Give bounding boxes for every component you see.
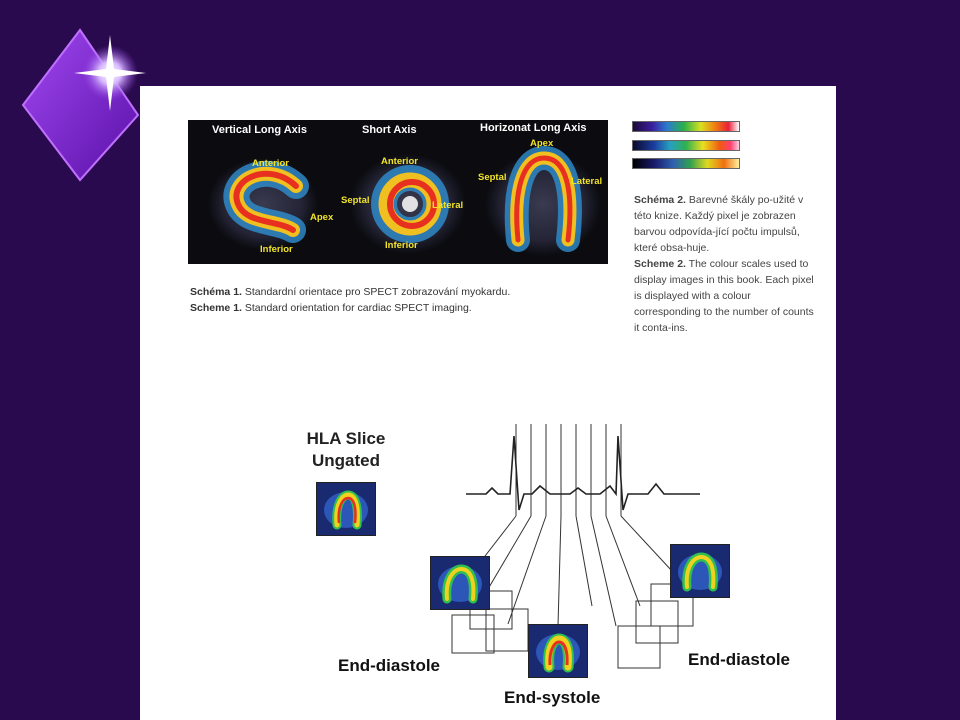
frame-end-diastole-left-image: [430, 556, 490, 610]
caption1-cz-bold: Schéma 1.: [190, 286, 242, 298]
frame-end-systole-image: [528, 624, 588, 678]
label-apex-hla: Apex: [530, 138, 554, 149]
caption2-cz-text: Barevné škály po-užité v této knize. Každý pixel je zobrazen barvou odpovída-jící počtu impulsů, které obsa-huje.: [634, 194, 804, 254]
view-title-hla: Horizonat Long Axis: [480, 122, 587, 134]
view-title-sa: Short Axis: [362, 124, 417, 136]
label-lateral-hla: Lateral: [571, 176, 603, 187]
view-title-vla: Vertical Long Axis: [212, 124, 307, 136]
star-diamond-logo: [18, 25, 153, 185]
label-anterior-vla: Anterior: [252, 158, 289, 169]
hla-line1: HLA Slice: [306, 429, 386, 448]
caption1-en-text: Standard orientation for cardiac SPECT imaging.: [241, 302, 472, 314]
label-apex-vla: Apex: [310, 212, 334, 223]
end-diastole-right-label: End-diastole: [688, 650, 791, 669]
label-inferior-sa: Inferior: [385, 240, 418, 251]
ungated-slice-image: [316, 482, 376, 536]
caption1-cz-text: Standardní orientace pro SPECT zobrazování myokardu.: [241, 286, 511, 298]
caption2-en-text: The colour scales used to display images in this book. Each pixel is displayed with a colour corresponding to the number of counts it conta-ins.: [634, 258, 814, 334]
book-page: [140, 86, 836, 720]
label-septal-hla: Septal: [478, 172, 507, 183]
label-anterior-sa: Anterior: [381, 156, 418, 167]
label-inferior-vla: Inferior: [260, 244, 293, 255]
gating-diagram: [140, 86, 836, 720]
hla-slice-label: [286, 428, 406, 472]
caption1-en-bold: Scheme 1.: [190, 302, 242, 314]
caption2-cz-bold: Schéma 2.: [634, 194, 686, 206]
label-lateral-sa: Lateral: [432, 200, 464, 211]
hla-line2: Ungated: [312, 451, 380, 470]
label-septal-sa: Septal: [341, 195, 370, 206]
end-systole-label: End-systole: [504, 688, 601, 707]
frame-end-diastole-right-image: [670, 544, 730, 598]
end-diastole-left-label: End-diastole: [338, 656, 441, 675]
caption2-en-bold: Scheme 2.: [634, 258, 686, 270]
